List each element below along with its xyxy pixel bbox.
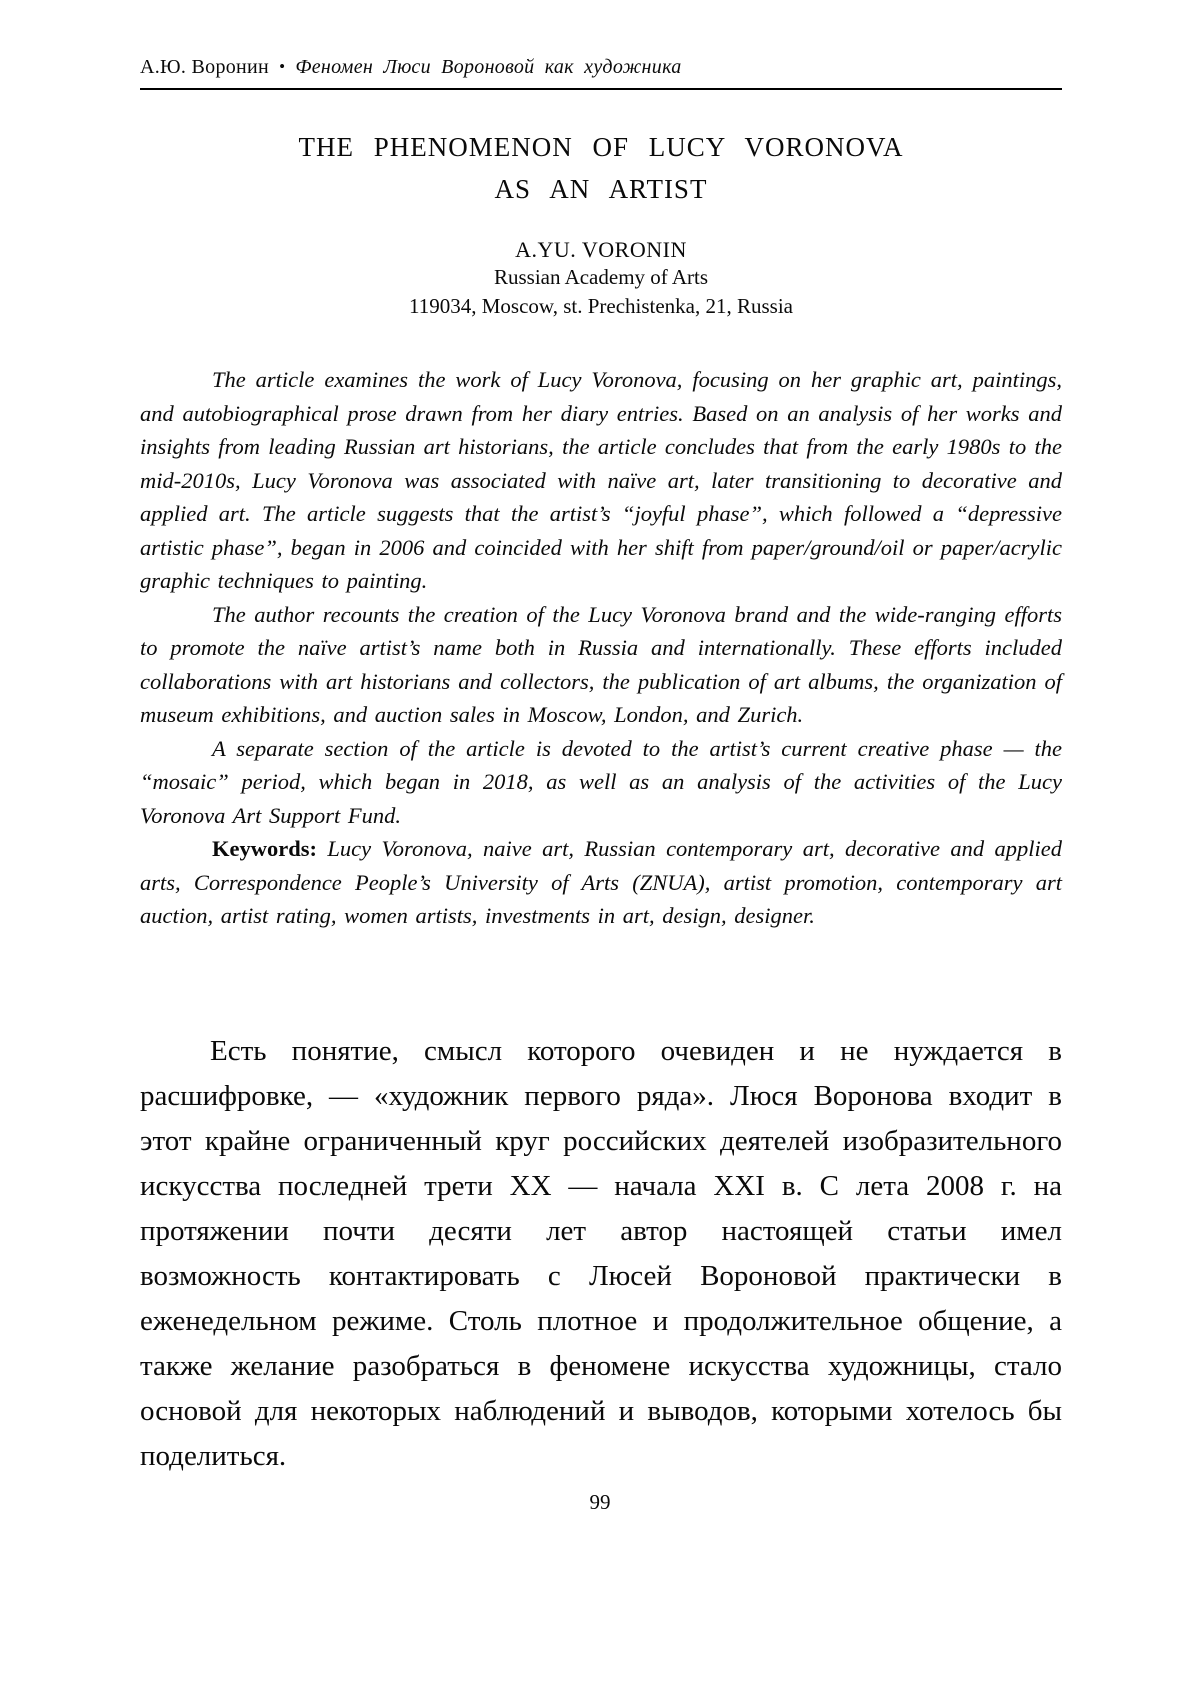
running-header-author: А.Ю. Воронин: [140, 56, 270, 78]
running-header-title: Феномен Люси Вороновой как художника: [295, 56, 682, 78]
running-header: [140, 56, 1062, 79]
abstract-section: [140, 363, 1062, 933]
keywords-text: Lucy Voronova, naive art, Russian contemporary art, decorative and applied arts, Correspondence People’s University of Arts (ZNUA), artist promotion, contemporary art auction, artist rating, women artists, investments in art, design, designer.: [140, 836, 1062, 928]
abstract-paragraph: The author recounts the creation of the Lucy Voronova brand and the wide-ranging efforts to promote the naïve artist’s name both in Russia and internationally. These efforts included collaborations with art historians and collectors, the publication of art albums, the organization of museum exhibitions, and auction sales in Moscow, London, and Zurich.: [140, 601, 1062, 727]
header-rule: [140, 88, 1062, 90]
author-address: 119034, Moscow, st. Prechistenka, 21, Russia: [409, 294, 793, 318]
abstract-paragraph: A separate section of the article is devoted to the artist’s current creative phase — the “mosaic” period, which began in 2018, as well as an analysis of the activities of the Lucy Voronova Art Support Fund.: [140, 735, 1062, 828]
keywords-paragraph: [140, 832, 1062, 933]
body-paragraph: Есть понятие, смысл которого очевиден и не нуждается в расшифровке, — «художник первого ряда». Люся Воронова входит в этот крайне ограниченный круг российских деятелей изобразительного искусства последней трети XX — начала XXI в. С лета 2008 г. на протяжении почти десяти лет автор настоящей статьи имел возможность контактировать с Люсей Вороновой практически в еженедельном режиме. Столь плотное и продолжительное общение, а также желание разобраться в феномене искусства художницы, стало основой для некоторых наблюдений и выводов, которыми хотелось бы поделиться.: [140, 1034, 1062, 1472]
page-number: 99: [589, 1490, 611, 1514]
keywords-label: Keywords:: [212, 836, 317, 861]
article-title: [140, 126, 1062, 210]
author-name: A.YU. VORONIN: [515, 237, 687, 262]
author-affiliation: Russian Academy of Arts: [493, 265, 709, 289]
article-title-line2: AS AN ARTIST: [494, 174, 708, 204]
article-body: [140, 1029, 1062, 1479]
bullet-separator: •: [279, 57, 286, 76]
article-title-line1: THE PHENOMENON OF LUCY VORONOVA: [298, 132, 904, 162]
abstract-paragraph: The article examines the work of Lucy Voronova, focusing on her graphic art, paintings, and autobiographical prose drawn from her diary entries. Based on an analysis of her works and insights from leading Russian art historians, the article concludes that from the early 1980s to the mid-2010s, Lucy Voronova was associated with naïve art, later transitioning to decorative and applied art. The article suggests that the artist’s “joyful phase”, which followed a “depressive artistic phase”, began in 2006 and coincided with her shift from paper/ground/oil or paper/acrylic graphic techniques to painting.: [140, 367, 1062, 593]
